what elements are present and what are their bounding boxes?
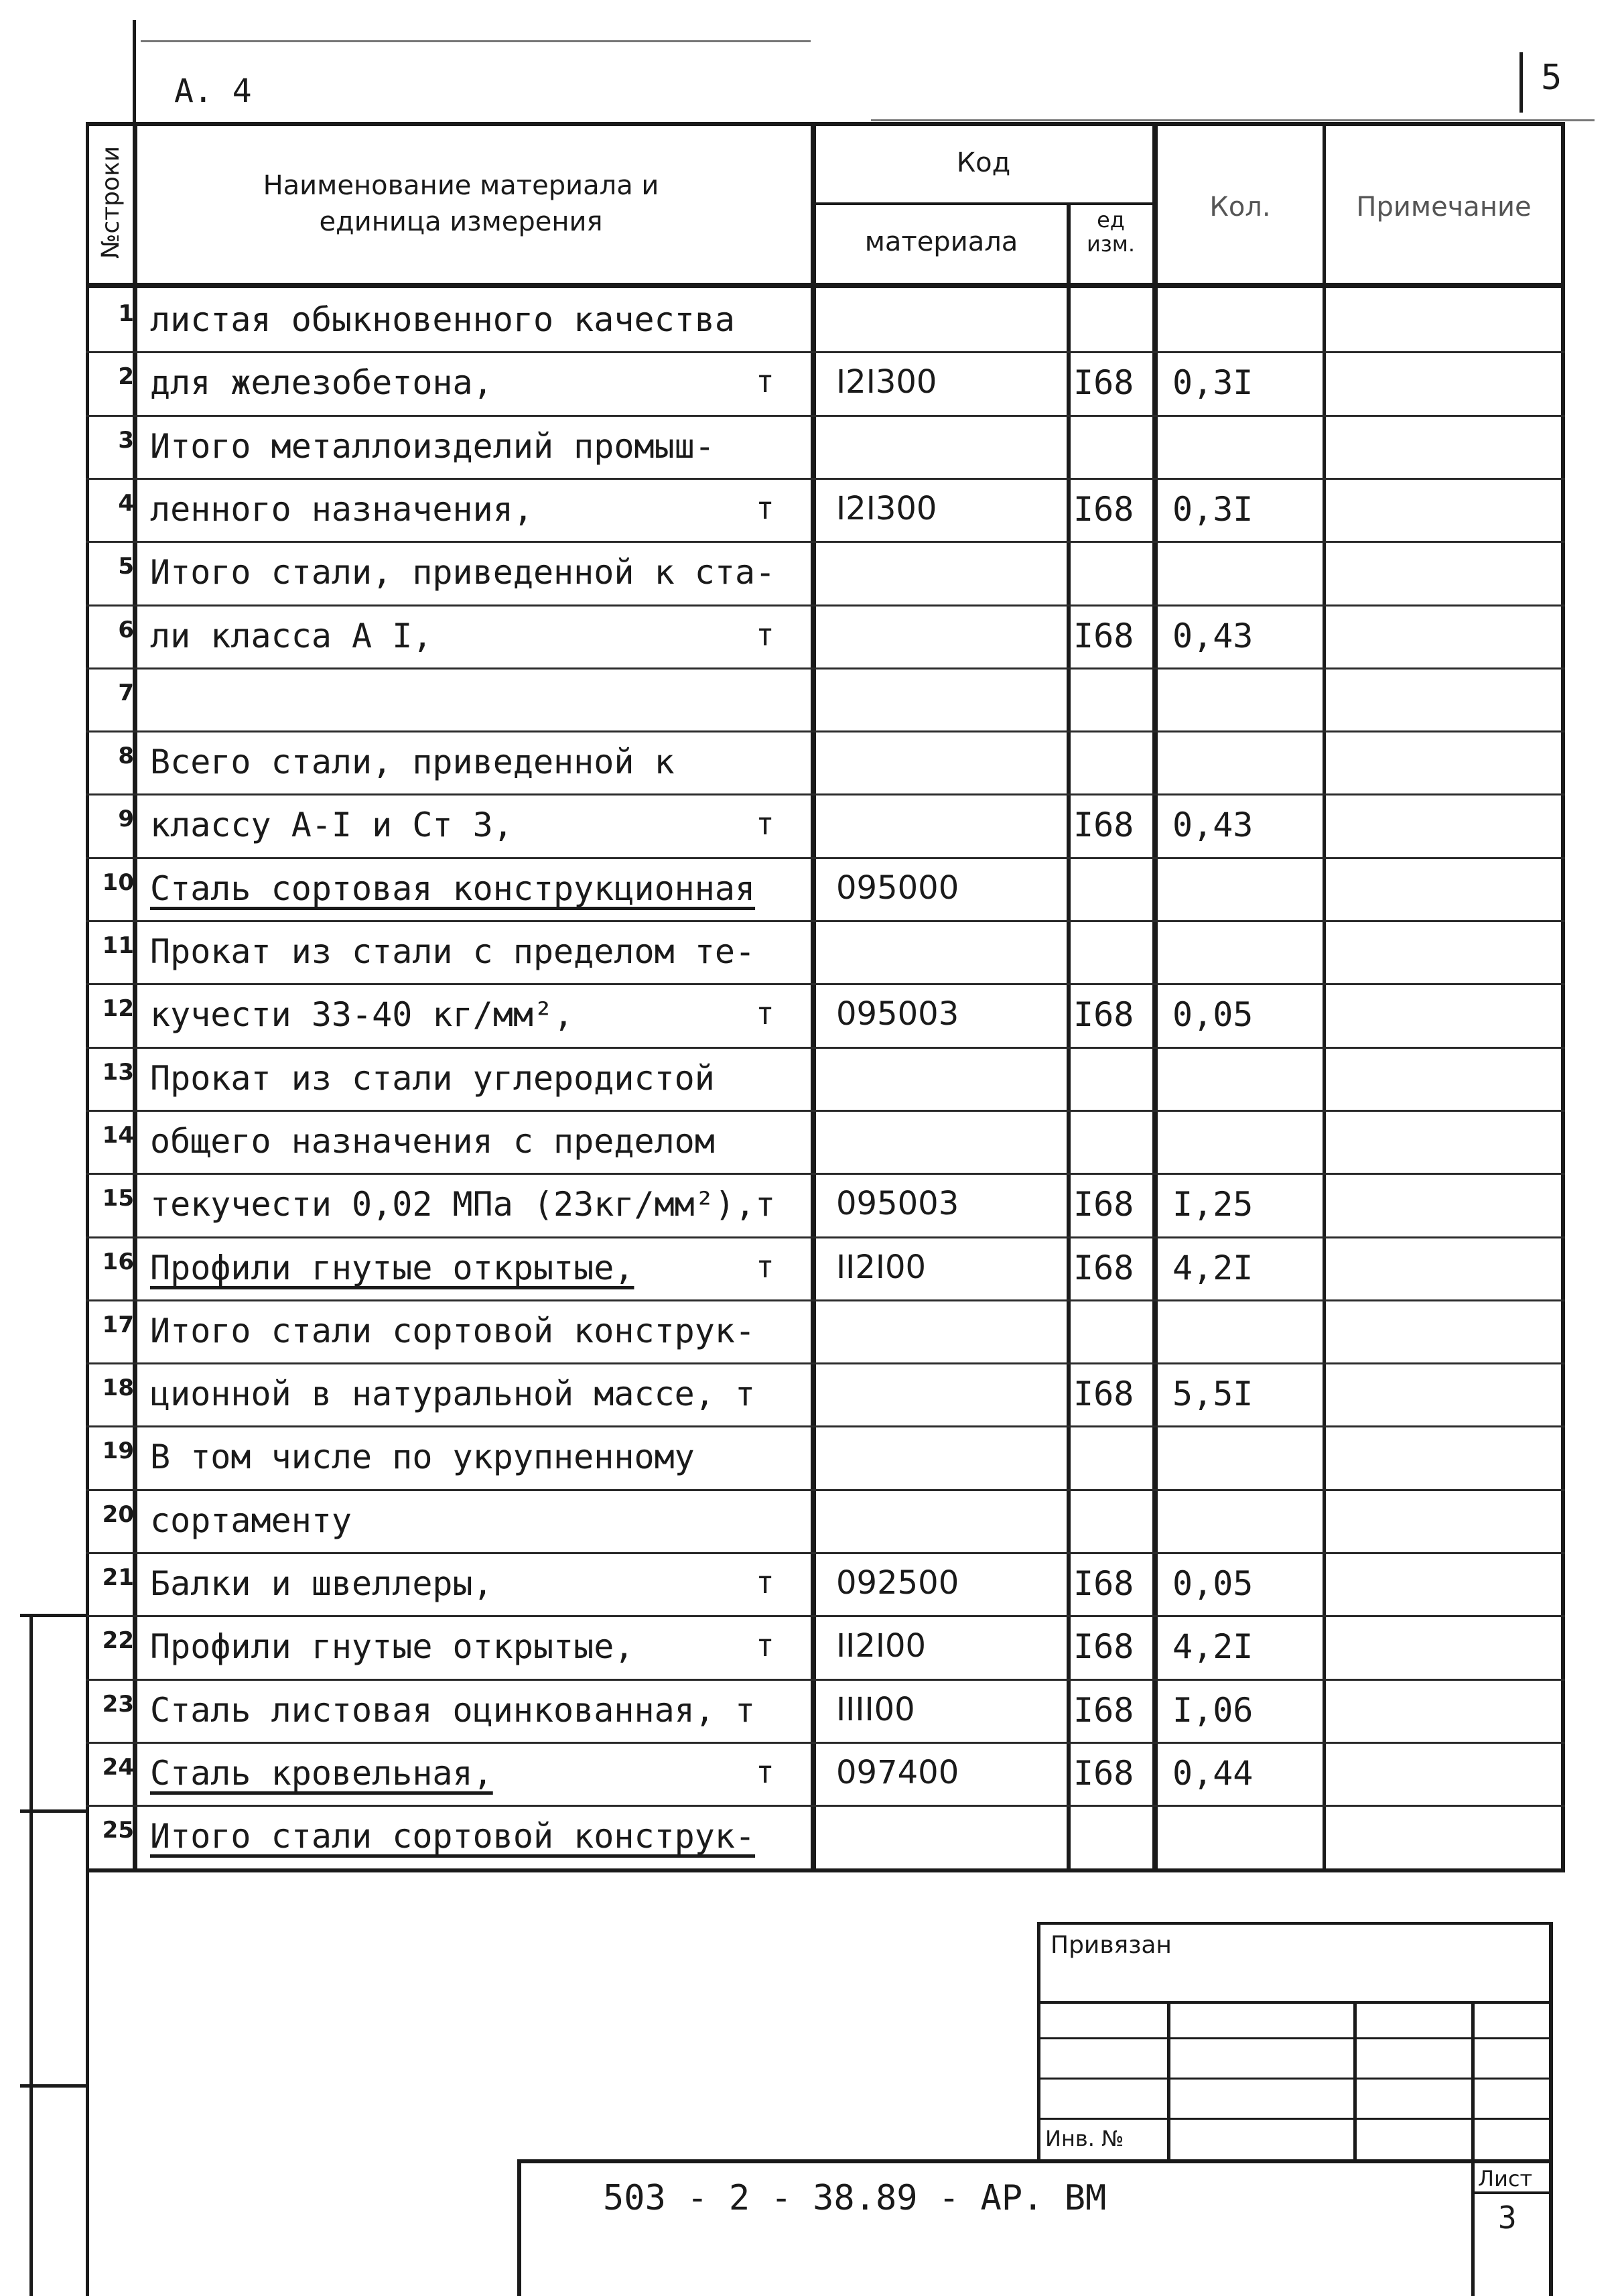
stamp-right bbox=[1549, 1922, 1553, 2296]
row-separator bbox=[86, 1173, 1565, 1175]
header-name: Наименование материала и единица измерения bbox=[263, 170, 659, 237]
material-name: Прокат из стали с пределом те- bbox=[150, 932, 756, 971]
title-block-left bbox=[517, 2159, 521, 2296]
header-code: Код bbox=[956, 147, 1011, 178]
row-number: 21 bbox=[102, 1564, 134, 1591]
row-separator bbox=[86, 1362, 1565, 1364]
row-separator bbox=[86, 1615, 1565, 1617]
sheet-label: А. 4 bbox=[174, 72, 252, 110]
material-code: IIII00 bbox=[836, 1691, 915, 1728]
stamp-attached-label: Привязан bbox=[1051, 1931, 1172, 1959]
margin-vertical bbox=[29, 1614, 33, 2296]
row-number: 11 bbox=[102, 932, 134, 959]
row-separator bbox=[86, 1552, 1565, 1554]
material-name: Профили гнутые открытые, bbox=[150, 1249, 634, 1287]
material-code: I2I300 bbox=[836, 490, 937, 527]
header-bottom-border bbox=[86, 283, 1565, 288]
row-separator bbox=[86, 541, 1565, 543]
stamp-row-3 bbox=[1037, 2078, 1553, 2080]
row-separator bbox=[86, 478, 1565, 480]
material-name: В том числе по укрупненному bbox=[150, 1438, 695, 1476]
material-code: II2I00 bbox=[836, 1249, 927, 1286]
row-separator bbox=[86, 415, 1565, 417]
row-number: 3 bbox=[118, 427, 134, 454]
material-name: сортаменту bbox=[150, 1501, 352, 1540]
row-number: 7 bbox=[118, 680, 134, 706]
row-number: 16 bbox=[102, 1249, 134, 1275]
quantity: 4,2I bbox=[1172, 1627, 1254, 1666]
unit-of-measure: т bbox=[756, 490, 774, 526]
row-number: 1 bbox=[118, 300, 134, 327]
row-number: 20 bbox=[102, 1501, 134, 1528]
row-separator bbox=[86, 1299, 1565, 1301]
material-code: II2I00 bbox=[836, 1627, 927, 1665]
stamp-col-3 bbox=[1471, 2001, 1475, 2162]
row-number: 14 bbox=[102, 1122, 134, 1149]
frame-left-line bbox=[86, 1870, 89, 2296]
material-name: Итого металлоизделий промыш- bbox=[150, 427, 715, 466]
row-separator bbox=[86, 351, 1565, 353]
material-name: Итого стали, приведенной к ста- bbox=[150, 553, 776, 592]
material-name: ленного назначения, bbox=[150, 490, 533, 529]
unit-of-measure: т bbox=[756, 1627, 774, 1663]
header-note: Примечание bbox=[1356, 192, 1532, 222]
material-name: Прокат из стали углеродистой bbox=[150, 1059, 715, 1098]
header-qty: Кол. bbox=[1209, 192, 1271, 222]
row-number: 6 bbox=[118, 617, 134, 643]
row-separator bbox=[86, 604, 1565, 607]
unit-of-measure: т bbox=[756, 806, 774, 842]
material-name: ционной в натуральной массе, т bbox=[150, 1375, 756, 1413]
row-number: 5 bbox=[118, 553, 134, 580]
table-bottom-border bbox=[86, 1868, 1565, 1872]
material-name: листая обыкновенного качества bbox=[150, 300, 735, 339]
quantity: 0,43 bbox=[1172, 617, 1254, 655]
material-name: для железобетона, bbox=[150, 363, 493, 402]
unit-of-measure: т bbox=[756, 1754, 774, 1790]
material-name: классу А-I и Ст 3, bbox=[150, 806, 513, 844]
material-code: 095000 bbox=[836, 869, 959, 907]
row-separator bbox=[86, 1679, 1565, 1681]
title-block-top bbox=[517, 2159, 1553, 2163]
page-mark bbox=[1519, 52, 1523, 113]
unit-code: I68 bbox=[1073, 1185, 1134, 1224]
unit-code: I68 bbox=[1073, 806, 1134, 844]
unit-of-measure: т bbox=[756, 1249, 774, 1285]
row-number: 23 bbox=[102, 1691, 134, 1718]
table-top-border bbox=[86, 122, 1565, 126]
material-code: 097400 bbox=[836, 1754, 959, 1791]
col-line-name bbox=[811, 122, 816, 1872]
quantity: 0,05 bbox=[1172, 995, 1254, 1034]
stamp-row-2 bbox=[1037, 2037, 1553, 2039]
row-number: 12 bbox=[102, 995, 134, 1022]
quantity: I,25 bbox=[1172, 1185, 1254, 1224]
material-name: Итого стали сортовой конструк- bbox=[150, 1312, 756, 1350]
row-separator bbox=[86, 1110, 1565, 1112]
row-separator bbox=[86, 983, 1565, 985]
material-name: текучести 0,02 МПа (23кг/мм²),т bbox=[150, 1185, 776, 1224]
materials-table bbox=[86, 122, 1565, 1872]
row-separator bbox=[86, 920, 1565, 922]
stamp-top bbox=[1037, 1922, 1553, 1925]
unit-code: I68 bbox=[1073, 490, 1134, 529]
row-separator bbox=[86, 857, 1565, 859]
row-separator bbox=[86, 730, 1565, 732]
unit-code: I68 bbox=[1073, 1627, 1134, 1666]
material-name: общего назначения с пределом bbox=[150, 1122, 715, 1161]
stamp-inv-label: Инв. № bbox=[1045, 2126, 1124, 2151]
stamp-row-1 bbox=[1037, 2001, 1553, 2004]
quantity: 0,3I bbox=[1172, 490, 1254, 529]
row-separator bbox=[86, 1805, 1565, 1807]
row-number: 13 bbox=[102, 1059, 134, 1086]
stamp-col-2 bbox=[1353, 2001, 1357, 2162]
col-line-qty bbox=[1323, 122, 1326, 1872]
unit-of-measure: т bbox=[756, 617, 774, 653]
stamp-left bbox=[1037, 1922, 1040, 2162]
row-separator bbox=[86, 667, 1565, 669]
header-material-code: материала bbox=[864, 227, 1018, 257]
row-separator bbox=[86, 793, 1565, 795]
table-left-border bbox=[86, 122, 89, 1872]
material-name: Балки и швеллеры, bbox=[150, 1564, 493, 1603]
sheet-cell-left bbox=[1471, 2159, 1475, 2296]
unit-code: I68 bbox=[1073, 617, 1134, 655]
material-name: Сталь листовая оцинкованная, т bbox=[150, 1691, 756, 1730]
row-number: 4 bbox=[118, 490, 134, 517]
material-code: 095003 bbox=[836, 1185, 959, 1222]
row-number: 9 bbox=[118, 806, 134, 832]
top-rule bbox=[141, 40, 811, 42]
header-unit-code: ед изм. bbox=[1086, 207, 1136, 257]
row-number: 10 bbox=[102, 869, 134, 896]
row-number: 8 bbox=[118, 743, 134, 769]
unit-of-measure: т bbox=[756, 995, 774, 1031]
stamp-row-4 bbox=[1037, 2118, 1553, 2120]
document-code: 503 - 2 - 38.89 - АР. ВМ bbox=[603, 2178, 1107, 2218]
header-code-divider bbox=[811, 202, 1156, 205]
row-number: 18 bbox=[102, 1375, 134, 1401]
row-separator bbox=[86, 1742, 1565, 1744]
unit-code: I68 bbox=[1073, 995, 1134, 1034]
row-number: 17 bbox=[102, 1312, 134, 1338]
row-number: 22 bbox=[102, 1627, 134, 1654]
unit-code: I68 bbox=[1073, 363, 1134, 402]
material-code: 095003 bbox=[836, 995, 959, 1033]
unit-code: I68 bbox=[1073, 1375, 1134, 1413]
material-name: Сталь кровельная, bbox=[150, 1754, 493, 1793]
row-number: 19 bbox=[102, 1438, 134, 1464]
quantity: I,06 bbox=[1172, 1691, 1254, 1730]
material-name: ли класса А I, bbox=[150, 617, 433, 655]
row-number: 15 bbox=[102, 1185, 134, 1212]
sheet-number: 3 bbox=[1498, 2199, 1517, 2236]
material-name: Профили гнутые открытые, bbox=[150, 1627, 634, 1666]
unit-code: I68 bbox=[1073, 1249, 1134, 1287]
sheet-label: Лист bbox=[1478, 2166, 1533, 2191]
row-number: 24 bbox=[102, 1754, 134, 1781]
row-separator bbox=[86, 1047, 1565, 1049]
quantity: 0,44 bbox=[1172, 1754, 1254, 1793]
top-rule-right bbox=[871, 119, 1595, 121]
quantity: 4,2I bbox=[1172, 1249, 1254, 1287]
quantity: 0,3I bbox=[1172, 363, 1254, 402]
material-code: I2I300 bbox=[836, 363, 937, 401]
sheet-cell-divider bbox=[1471, 2191, 1553, 2194]
header-rownum: №строки bbox=[97, 145, 125, 259]
quantity: 0,05 bbox=[1172, 1564, 1254, 1603]
material-name: Сталь сортовая конструкционная bbox=[150, 869, 756, 908]
material-name: Итого стали сортовой конструк- bbox=[150, 1817, 756, 1856]
material-name: кучести 33-40 кг/мм², bbox=[150, 995, 574, 1034]
row-number: 25 bbox=[102, 1817, 134, 1844]
unit-of-measure: т bbox=[756, 363, 774, 399]
stamp-col-1 bbox=[1167, 2001, 1170, 2162]
quantity: 0,43 bbox=[1172, 806, 1254, 844]
row-separator bbox=[86, 1489, 1565, 1491]
page-number: 5 bbox=[1541, 58, 1562, 98]
material-code: 092500 bbox=[836, 1564, 959, 1602]
col-line-code bbox=[1067, 202, 1071, 1872]
unit-code: I68 bbox=[1073, 1564, 1134, 1603]
unit-code: I68 bbox=[1073, 1691, 1134, 1730]
row-separator bbox=[86, 1236, 1565, 1238]
row-number: 2 bbox=[118, 363, 134, 390]
row-separator bbox=[86, 1425, 1565, 1427]
unit-code: I68 bbox=[1073, 1754, 1134, 1793]
table-right-border bbox=[1561, 122, 1565, 1872]
unit-of-measure: т bbox=[756, 1564, 774, 1600]
material-name: Всего стали, приведенной к bbox=[150, 743, 675, 781]
quantity: 5,5I bbox=[1172, 1375, 1254, 1413]
